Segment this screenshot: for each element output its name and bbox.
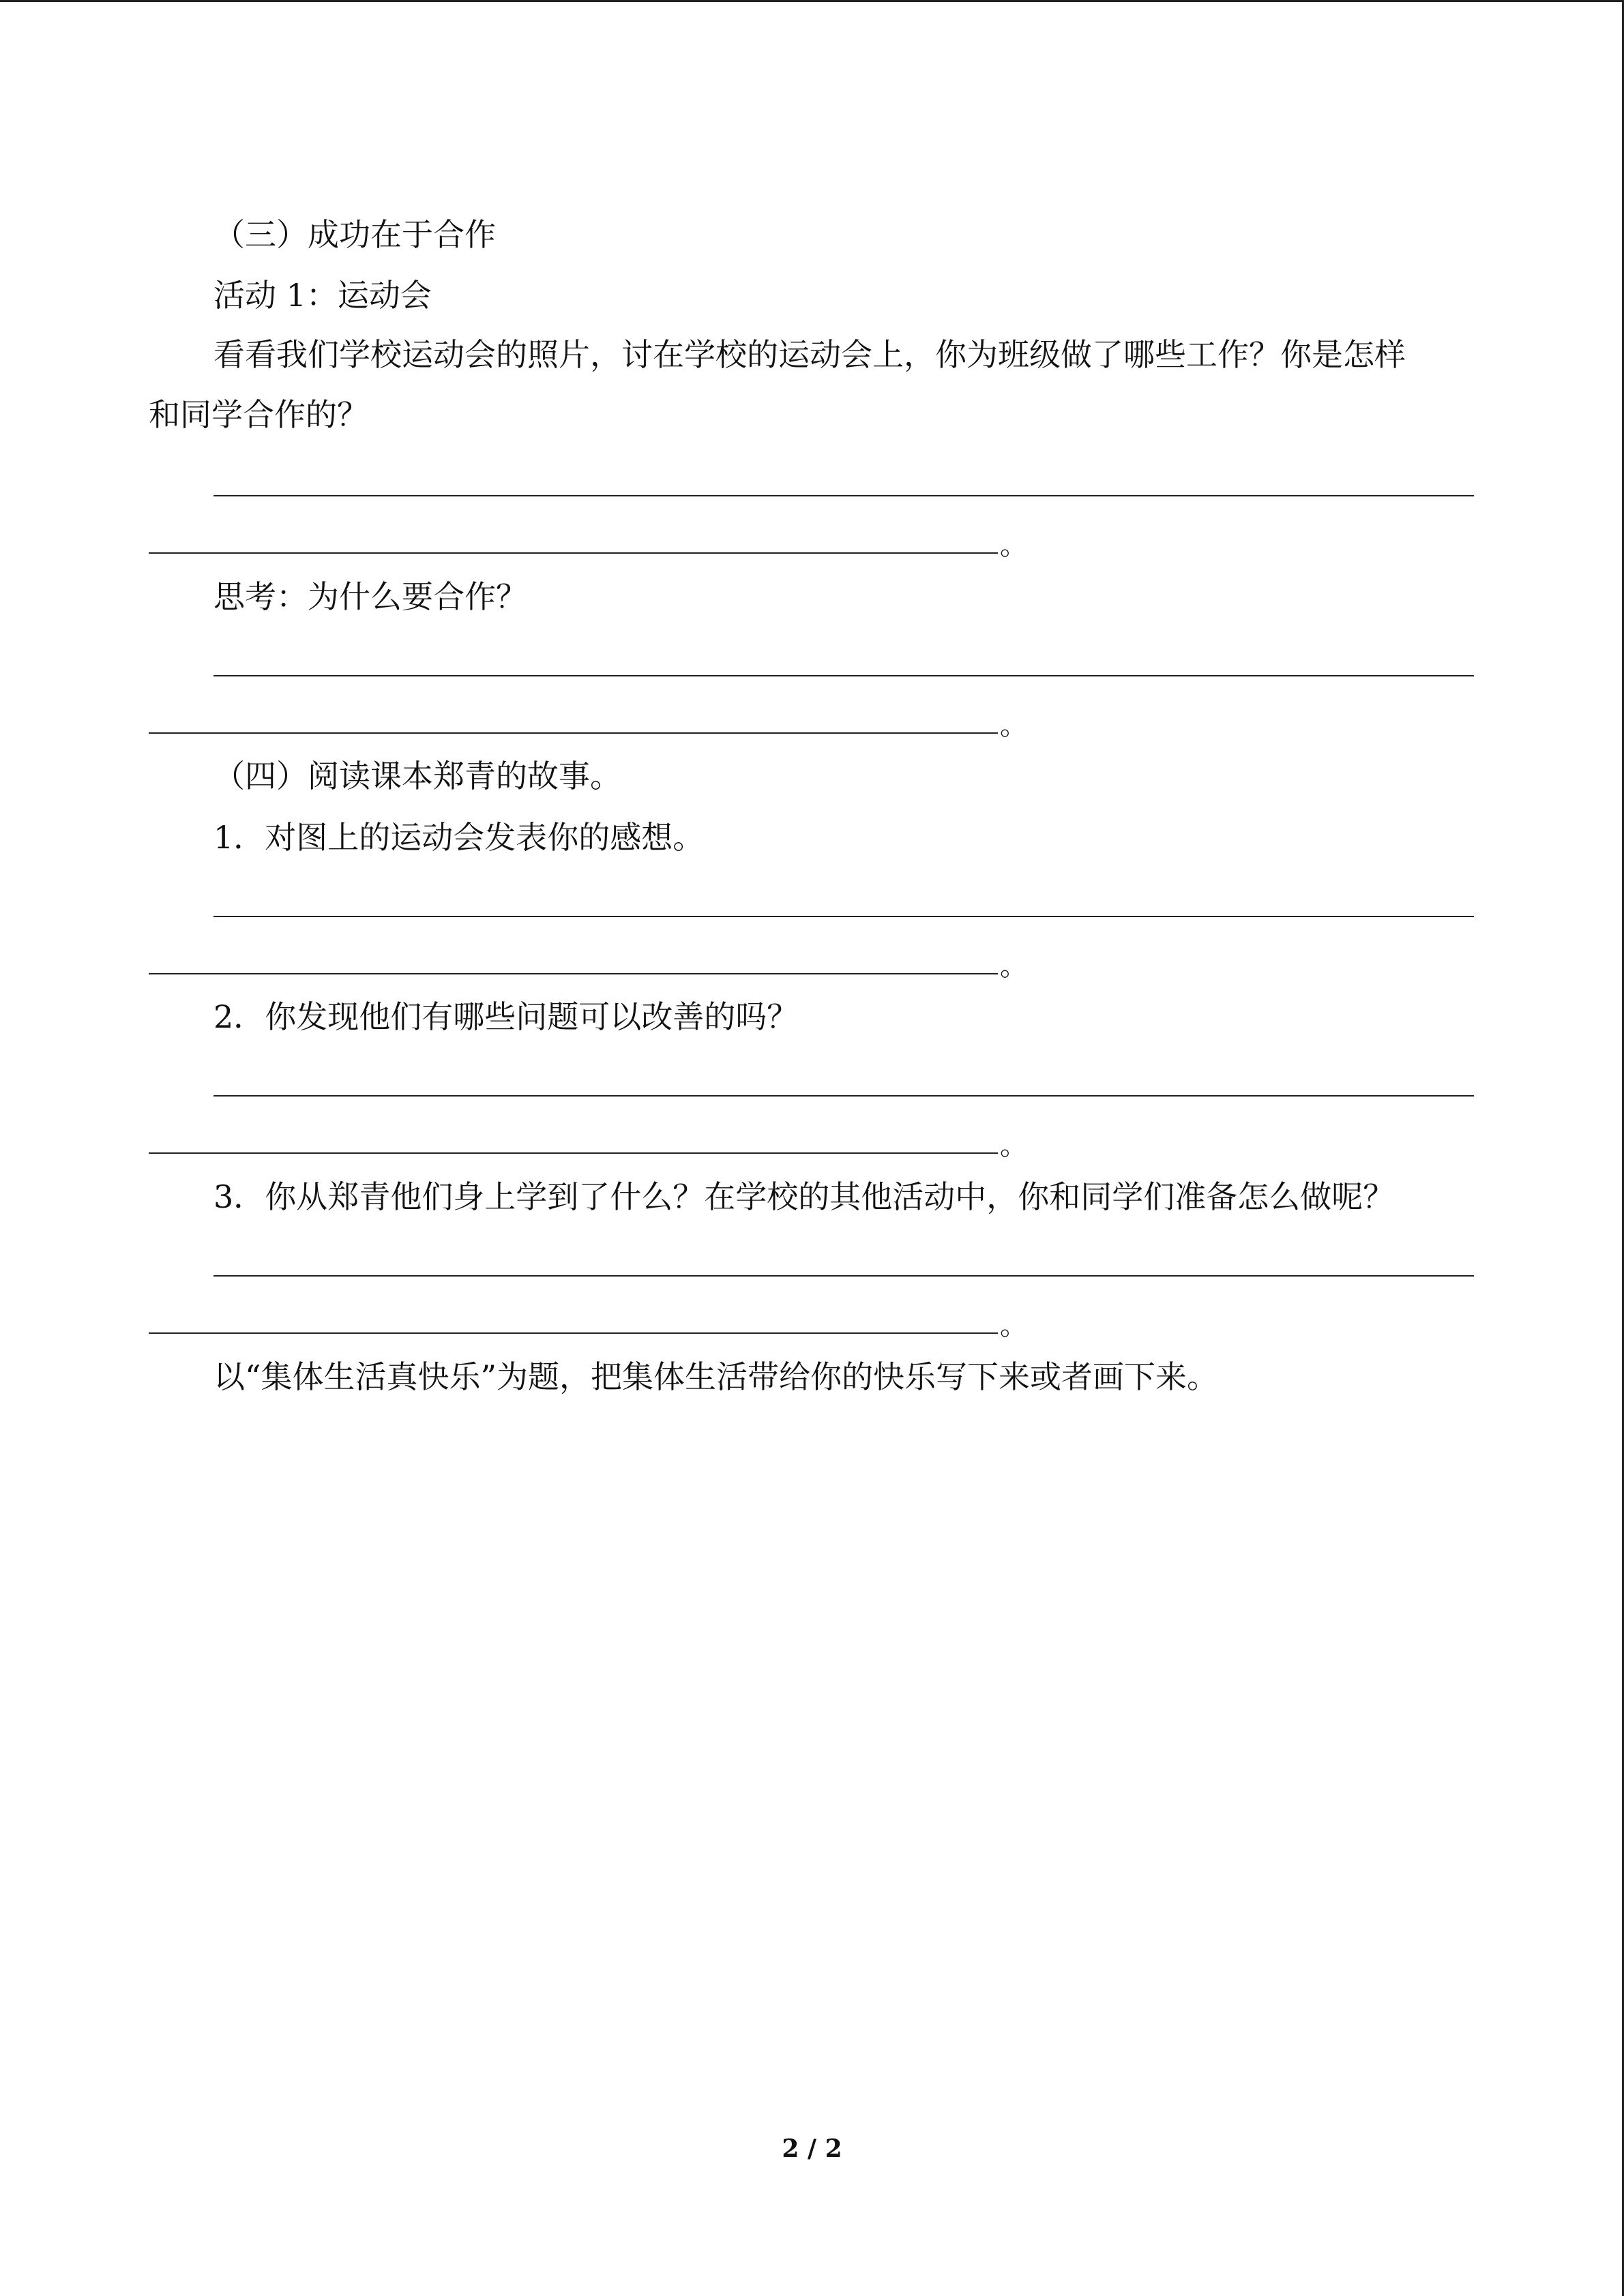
section-3-heading: （三）成功在于合作 (213, 216, 496, 253)
answer-line[interactable] (213, 916, 1474, 917)
answer-end-mark: 。 (1000, 710, 1027, 741)
essay-prompt: 以“集体生活真快乐”为题，把集体生活带给你的快乐写下来或者画下来。 (213, 1358, 1219, 1395)
activity-prompt-line-2: 和同学合作的？ (149, 396, 368, 433)
answer-line[interactable] (149, 552, 998, 554)
answer-end-mark: 。 (1000, 1130, 1027, 1161)
activity-1-label: 活动 1：运动会 (213, 277, 432, 314)
answer-line[interactable] (149, 973, 998, 974)
question-3: 3．你从郑青他们身上学到了什么？在学校的其他活动中，你和同学们准备怎么做呢？ (213, 1178, 1395, 1215)
answer-end-mark: 。 (1000, 951, 1027, 982)
answer-line[interactable] (213, 675, 1474, 676)
page-number: 2 / 2 (782, 2134, 842, 2163)
answer-line[interactable] (149, 1152, 998, 1154)
answer-line[interactable] (149, 1332, 998, 1334)
think-question: 思考：为什么要合作？ (213, 578, 527, 615)
question-1: 1．对图上的运动会发表你的感想。 (213, 819, 705, 856)
section-4-heading: （四）阅读课本郑青的故事。 (213, 758, 621, 794)
page-top-border (0, 0, 1624, 2)
answer-end-mark: 。 (1000, 530, 1027, 561)
answer-line[interactable] (213, 1275, 1474, 1277)
answer-line[interactable] (213, 1095, 1474, 1097)
answer-line[interactable] (213, 495, 1474, 496)
activity-prompt-line-1: 看看我们学校运动会的照片，讨在学校的运动会上，你为班级做了哪些工作？你是怎样 (213, 336, 1406, 373)
answer-line[interactable] (149, 732, 998, 734)
question-2: 2．你发现他们有哪些问题可以改善的吗？ (213, 998, 799, 1035)
answer-end-mark: 。 (1000, 1310, 1027, 1341)
